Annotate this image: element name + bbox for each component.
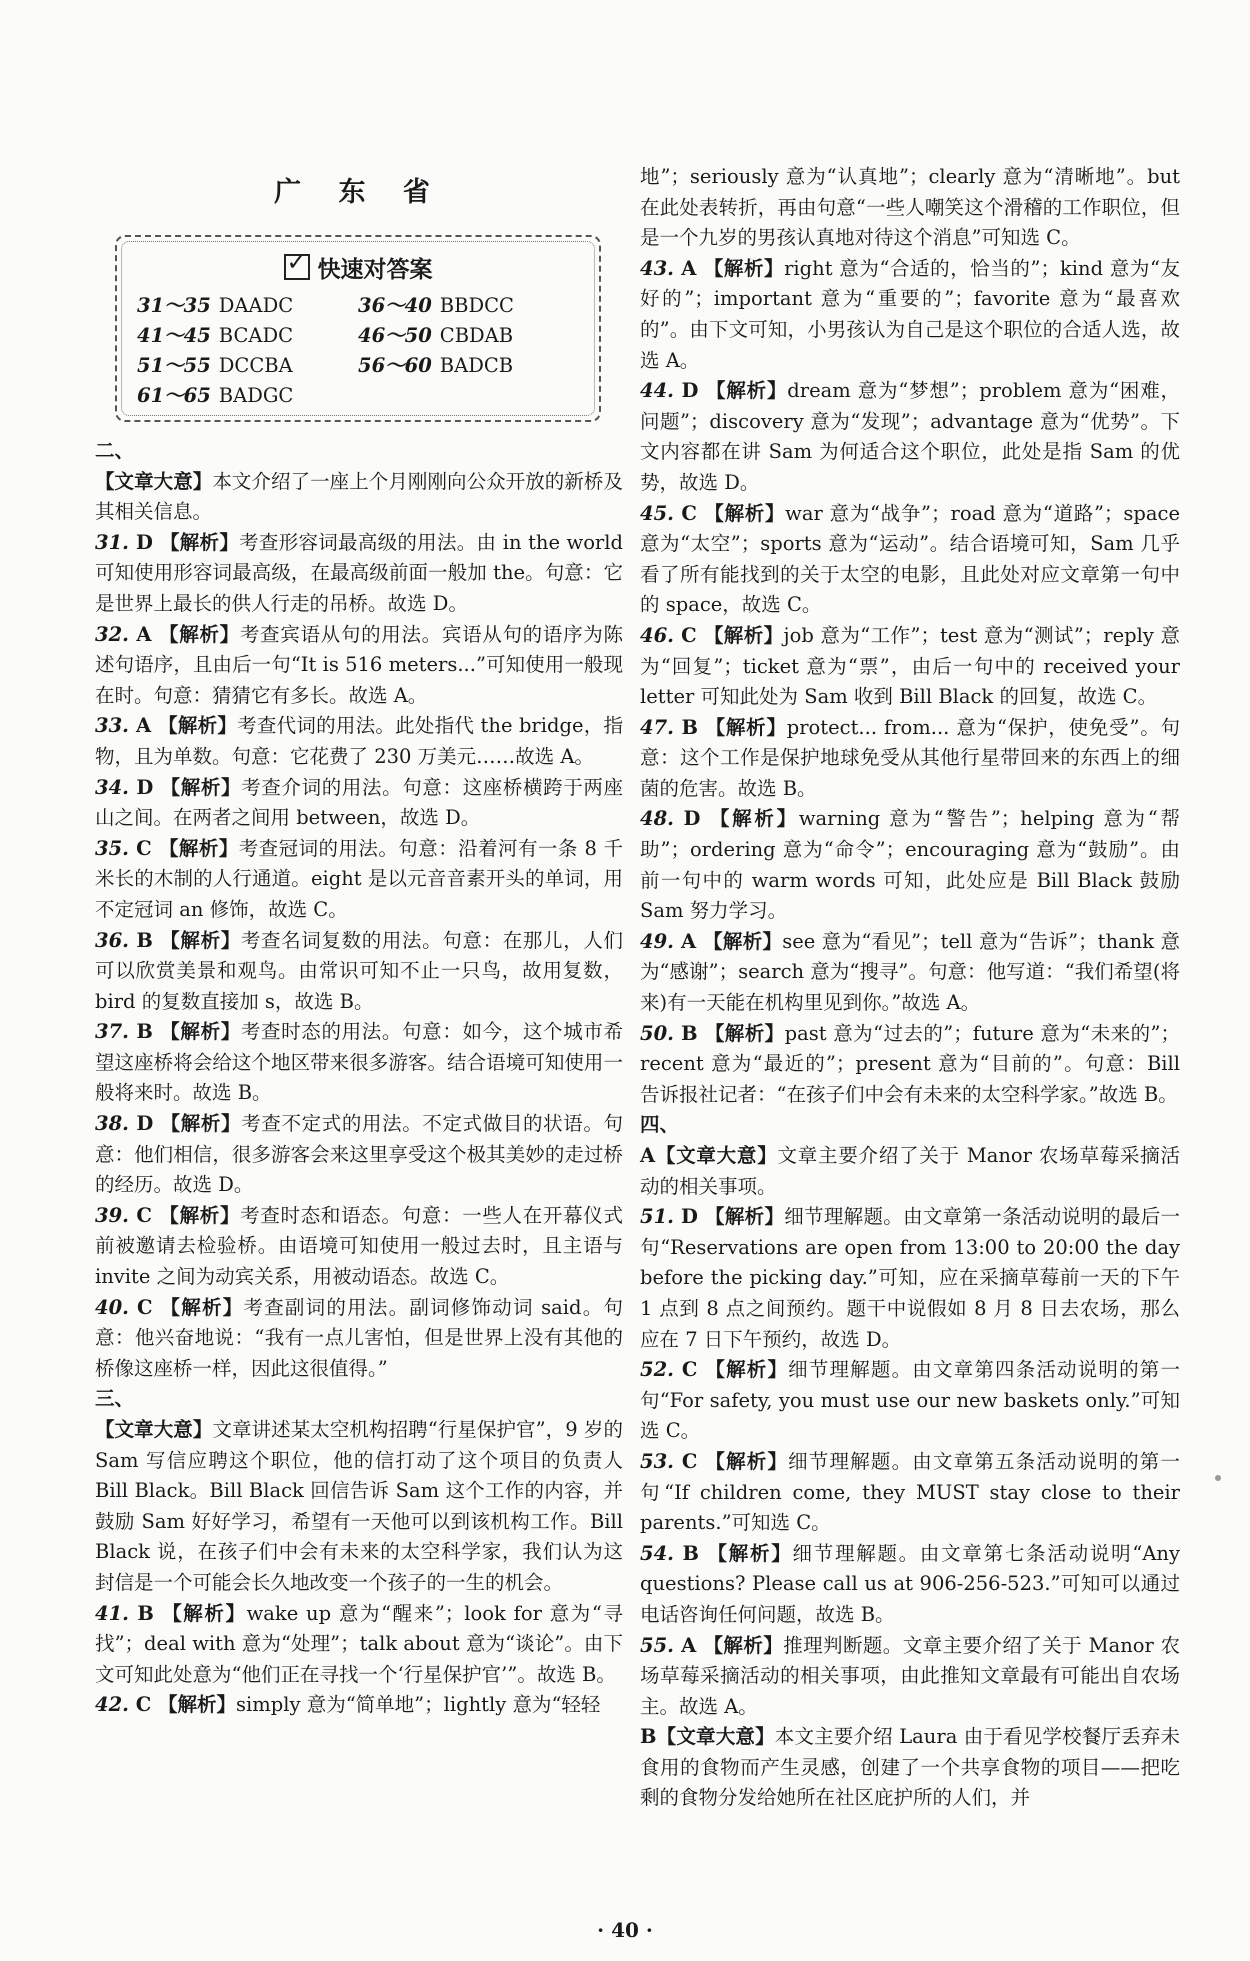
answer-explanation-item: 53. C 【解析】细节理解题。由文章第五条活动说明的第一句“If children come, they MUST stay close to their parents.”可知选 C。	[640, 1449, 1180, 1535]
answer-explanation-item: 48. D 【解析】warning 意为“警告”；helping 意为“帮助”；ordering 意为“命令”；encouraging 意为“鼓励”。由前一句中的 warm words 可知，此处应是 Bill Black 鼓励 Sam 努力学习。	[640, 807, 1180, 923]
item-list-c	[640, 254, 1180, 1111]
summary-b: B【文章大意】本文主要介绍 Laura 由于看见学校餐厅丢弃未食用的食物而产生灵感，创建了一个共享食物的项目——把吃剩的食物分发给她所在社区庇护所的人们，并	[640, 1725, 1181, 1810]
answer-box-heading: ✓快速对答案	[137, 251, 579, 284]
answer-explanation-item: 36. B 【解析】考查名词复数的用法。句意：在那儿，人们可以欣赏美景和观鸟。由常识可知不止一只鸟，故用复数，bird 的复数直接加 s，故选 B。	[95, 928, 623, 1013]
answer-explanation-item: 41. B 【解析】wake up 意为“醒来”；look for 意为“寻找”；deal with 意为“处理”；talk about 意为“谈论”。由下文可知此处意为“他们正在寻找一个‘行星保护官’”。故选 B。	[95, 1601, 623, 1686]
answer-row: 56～60 BADCB	[358, 354, 514, 377]
answer-explanation-item: 34. D 【解析】考查介词的用法。句意：这座桥横跨于两座山之间。在两者之间用 between，故选 D。	[95, 775, 623, 830]
answer-explanation-item: 38. D 【解析】考查不定式的用法。不定式做目的状语。句意：他们相信，很多游客会来这里享受这个极其美妙的走过桥的经历。故选 D。	[95, 1112, 623, 1197]
left-column	[95, 120, 623, 1721]
item-42-continuation: 地”；seriously 意为“认真地”；clearly 意为“清晰地”。but 在此处表转折，再由句意“一些人嘲笑这个滑稽的工作职位，但是一个九岁的男孩认真地对待这个消息”可知选 C。	[640, 165, 1180, 250]
answer-row: 41～45 BCADC	[137, 324, 294, 347]
right-column	[640, 162, 1180, 1814]
item-list-d	[640, 1202, 1180, 1722]
answer-explanation-item: 55. A 【解析】推理判断题。文章主要介绍了关于 Manor 农场草莓采摘活动的相关事项，由此推知文章最有可能出自农场主。故选 A。	[640, 1633, 1180, 1718]
answer-explanation-item: 49. A 【解析】see 意为“看见”；tell 意为“告诉”；thank 意为“感谢”；search 意为“搜寻”。句意：他写道：“我们希望(将来)有一天能在机构里见到你。”故选 A。	[640, 929, 1180, 1015]
section-heading-2: 二、	[95, 439, 135, 462]
item-list-b	[95, 1599, 623, 1721]
answer-explanation-item: 51. D 【解析】细节理解题。由文章第一条活动说明的最后一句“Reservations are open from 13:00 to 20:00 the day before the picking day.”可知，应在采摘草莓前一天的下午 1 点到 8 点之间预约。题干中说假如 8 月 8 日去农场，那么应在 7 日下午预约，故选 D。	[640, 1205, 1181, 1351]
scan-dot	[1215, 1475, 1221, 1481]
answer-explanation-item: 42. C 【解析】simply 意为“简单地”；lightly 意为“轻轻	[95, 1693, 601, 1717]
answer-explanation-item: 44. D 【解析】dream 意为“梦想”；problem 意为“困难，问题”；discovery 意为“发现”；advantage 意为“优势”。下文内容都在讲 Sam 为何适合这个职位，此处是指 Sam 的优势，故选 D。	[640, 379, 1181, 494]
page-title: 广 东 省	[274, 177, 444, 208]
answer-explanation-item: 47. B 【解析】protect... from... 意为“保护，使免受”。句意：这个工作是保护地球免受从其他行星带回来的东西上的细菌的危害。故选 B。	[640, 715, 1180, 800]
answer-explanation-item: 40. C 【解析】考查副词的用法。副词修饰动词 said。句意：他兴奋地说：“我有一点儿害怕，但是世界上没有其他的桥像这座桥一样，因此这很值得。”	[95, 1295, 623, 1380]
answer-explanation-item: 31. D 【解析】考查形容词最高级的用法。由 in the world 可知使用形容词最高级，在最高级前面一般加 the。句意：它是世界上最长的供人行走的吊桥。故选 D。	[95, 530, 623, 615]
answer-explanation-item: 52. C 【解析】细节理解题。由文章第四条活动说明的第一句“For safety, you must use our new baskets only.”可知选 C。	[640, 1358, 1180, 1443]
answer-explanation-item: 50. B 【解析】past 意为“过去的”；future 意为“未来的”；recent 意为“最近的”；present 意为“目前的”。句意：Bill 告诉报社记者：“在孩子们中会有未来的太空科学家。”故选 B。	[640, 1021, 1180, 1106]
answer-explanation-item: 32. A 【解析】考查宾语从句的用法。宾语从句的语序为陈述句语序，且由后一句“It is 516 meters...”可知使用一般现在时。句意：猜猜它有多长。故选 A。	[95, 622, 623, 707]
answer-explanation-item: 37. B 【解析】考查时态的用法。句意：如今，这个城市希望这座桥将会给这个地区带来很多游客。结合语境可知使用一般将来时。故选 B。	[95, 1020, 623, 1105]
answer-explanation-item: 33. A 【解析】考查代词的用法。此处指代 the bridge，指物，且为单数。句意：它花费了 230 万美元……故选 A。	[95, 714, 623, 768]
answer-row: 51～55 DCCBA	[137, 354, 293, 377]
answer-explanation-item: 54. B 【解析】细节理解题。由文章第七条活动说明“Any questions? Please call us at 906-256-523.”可知可以通过电话咨询任何问题，故选 B。	[640, 1541, 1180, 1626]
answer-row: 36～40 BBDCC	[358, 294, 514, 317]
quick-answer-box	[115, 235, 601, 422]
answer-explanation-item: 39. C 【解析】考查时态和语态。句意：一些人在开幕仪式前被邀请去检验桥。由语境可知使用一般过去时，且主语与 invite 之间为动宾关系，用被动语态。故选 C。	[95, 1203, 623, 1289]
summary-a: A【文章大意】文章主要介绍了关于 Manor 农场草莓采摘活动的相关事项。	[640, 1144, 1180, 1198]
page-number: · 40 ·	[597, 1918, 653, 1942]
answer-explanation-item: 35. C 【解析】考查冠词的用法。句意：沿着河有一条 8 千米长的木制的人行通道。eight 是以元音音素开头的单词，用不定冠词 an 修饰，故选 C。	[95, 836, 624, 921]
answer-grid	[137, 292, 579, 410]
answer-explanation-item: 43. A 【解析】right 意为“合适的，恰当的”；kind 意为“友好的”；important 意为“重要的”；favorite 意为“最喜欢的”。由下文可知，小男孩认为自己是这个职位的合适人选，故选 A。	[640, 256, 1180, 372]
checkbox-check-icon	[284, 254, 310, 280]
answer-row: 61～65 BADGC	[137, 384, 294, 407]
summary-2: 【文章大意】本文介绍了一座上个月刚刚向公众开放的新桥及其相关信息。	[95, 469, 623, 524]
answer-explanation-item: 45. C 【解析】war 意为“战争”；road 意为“道路”；space 意为“太空”；sports 意为“运动”。结合语境可知，Sam 几乎看了所有能找到的关于太空的电影，且此处对应文章第一句中的 space，故选 C。	[640, 501, 1180, 617]
section-heading-3: 三、	[95, 1387, 135, 1411]
section-heading-4: 四、	[640, 1113, 680, 1137]
item-list-a	[95, 528, 623, 1385]
answer-explanation-item: 46. C 【解析】job 意为“工作”；test 意为“测试”；reply 意为“回复”；ticket 意为“票”，由后一句中的 received your letter 可知此处为 Sam 收到 Bill Black 的回复，故选 C。	[640, 623, 1181, 709]
answer-row: 31～35 DAADC	[137, 294, 294, 317]
summary-3: 【文章大意】文章讲述某太空机构招聘“行星保护官”，9 岁的 Sam 写信应聘这个职位，他的信打动了这个项目的负责人 Bill Black。Bill Black 回信告诉 Sam 这个工作的内容，并鼓励 Sam 好好学习，希望有一天他可以到该机构工作。Bill Black 说，在孩子们中会有未来的太空科学家，我们认为这封信是一个可能会长久地改变一个孩子的一生的机会。	[95, 1418, 623, 1594]
answer-row: 46～50 CBDAB	[358, 324, 514, 347]
